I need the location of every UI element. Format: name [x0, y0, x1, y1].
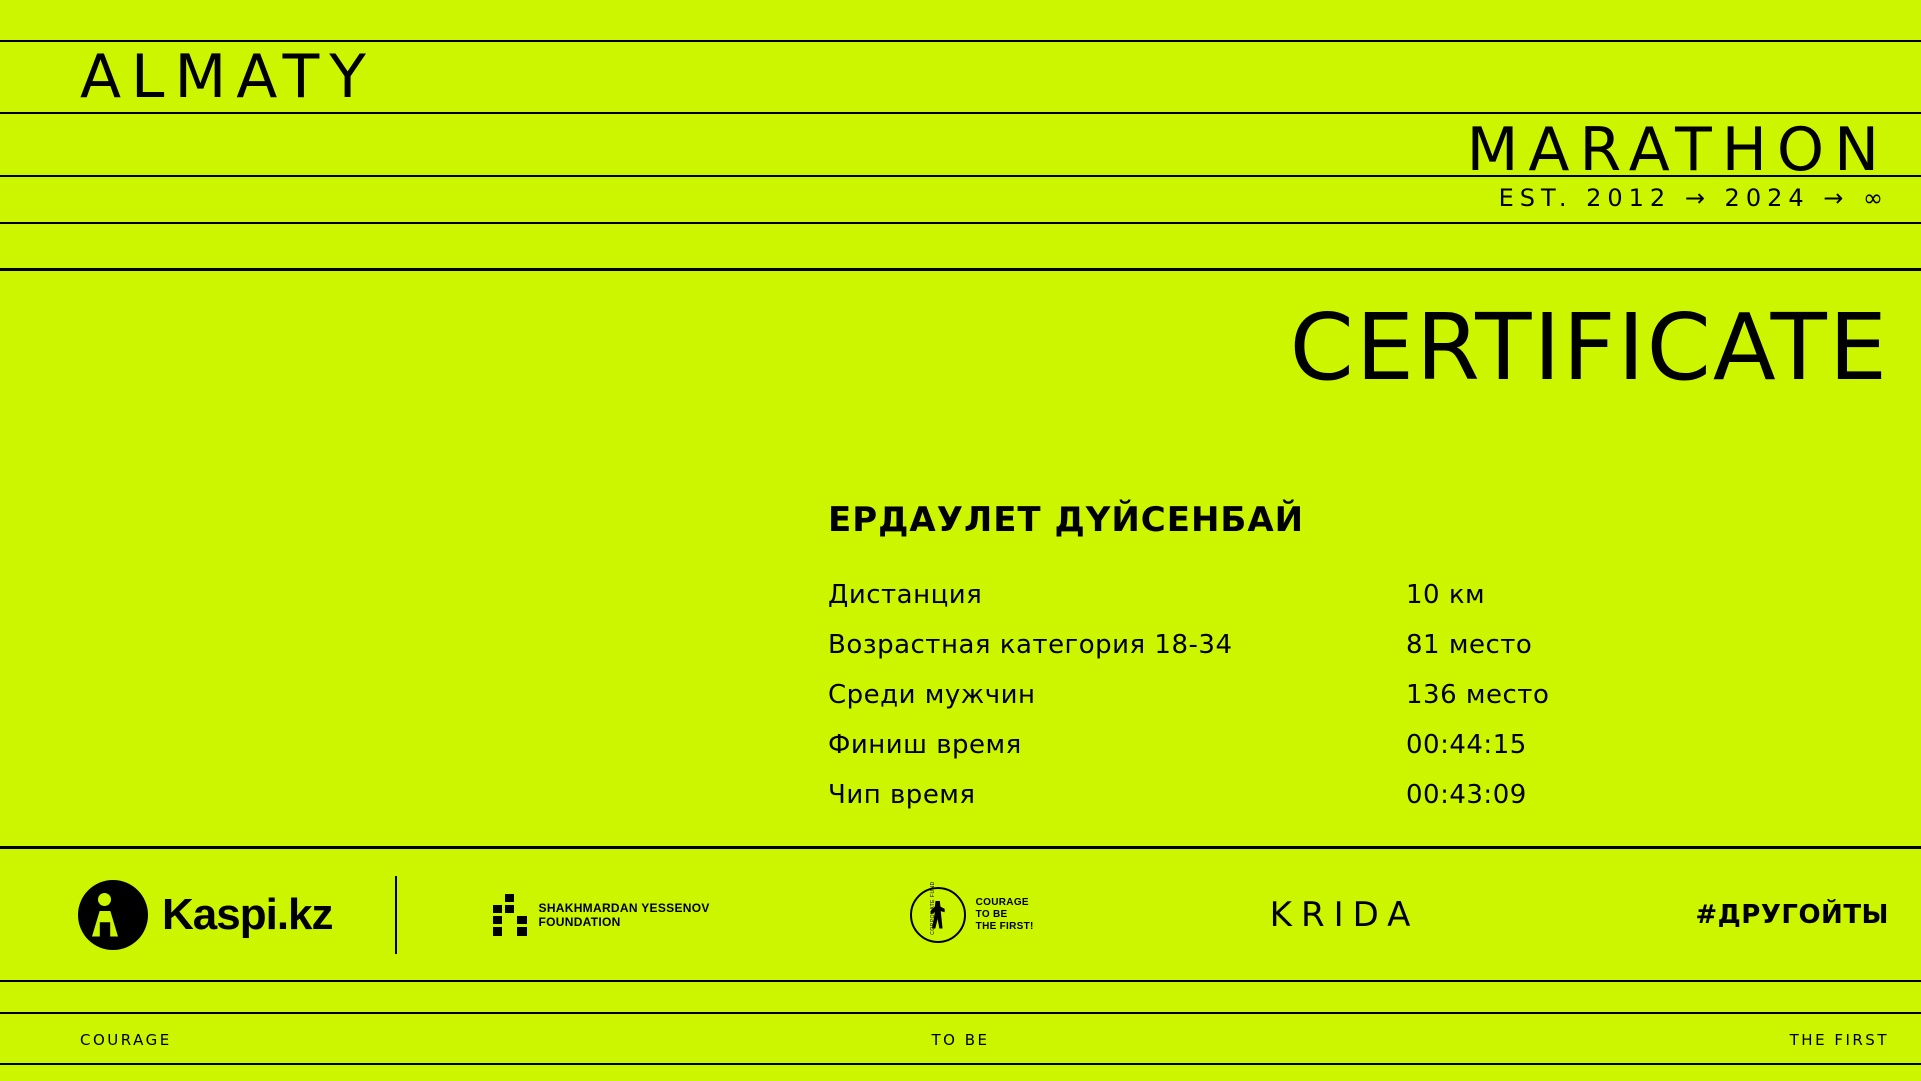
corporate-fund-line1: COURAGE [975, 896, 1029, 908]
table-row [828, 780, 1628, 830]
table-row [828, 580, 1628, 630]
result-label: Дистанция [828, 580, 983, 610]
divider-rule-4 [0, 222, 1921, 224]
kaspi-logo-icon [78, 880, 148, 950]
result-value: 10 км [1406, 580, 1486, 610]
footer-right: THE FIRST [1789, 1031, 1889, 1049]
corporate-fund-line2: TO BE [975, 908, 1008, 920]
result-value: 00:43:09 [1406, 780, 1527, 810]
page-title: CERTIFICATE [1289, 294, 1889, 401]
sponsor-yessenov [493, 894, 710, 936]
sponsor-divider [395, 876, 397, 954]
brand-marathon: MARATHON [1466, 115, 1889, 185]
divider-rule-2 [0, 112, 1921, 114]
yessenov-line1: SHAKHMARDAN YESSENOV [538, 900, 710, 915]
result-label: Финиш время [828, 730, 1022, 760]
result-value: 136 место [1406, 680, 1550, 710]
table-row [828, 630, 1628, 680]
table-row [828, 730, 1628, 780]
table-row [828, 680, 1628, 730]
brand-almaty: ALMATY [80, 42, 376, 112]
sponsor-strip [0, 849, 1921, 980]
athlete-name: ЕРДАУЛЕТ ДҮЙСЕНБАЙ [828, 500, 1305, 540]
courage-seal-icon [910, 880, 966, 943]
corporate-fund-ring-text: CORPORATE FUND [929, 880, 936, 935]
divider-rule-7 [0, 980, 1921, 982]
sponsor-corporate-fund [910, 880, 1034, 943]
divider-rule-9 [0, 1063, 1921, 1065]
sponsor-krida: KRIDA [1269, 894, 1420, 935]
sponsor-kaspi [78, 880, 333, 950]
result-label: Среди мужчин [828, 680, 1036, 710]
established-line: EST. 2012 → 2024 → ∞ [1498, 184, 1889, 212]
result-label: Чип время [828, 780, 976, 810]
divider-rule-5 [0, 268, 1921, 271]
result-label: Возрастная категория 18-34 [828, 630, 1233, 660]
yessenov-bars-icon [493, 894, 527, 936]
results-table [828, 580, 1628, 830]
kaspi-wordmark: Kaspi.kz [162, 889, 333, 939]
sponsor-drugoity: #ДРУГОЙТЫ [1695, 899, 1889, 930]
corporate-fund-wordmark [976, 897, 1034, 933]
footer-left: COURAGE [80, 1031, 172, 1049]
divider-rule-8 [0, 1012, 1921, 1014]
corporate-fund-line3: THE FIRST! [975, 920, 1034, 932]
yessenov-wordmark [539, 901, 710, 929]
result-value: 00:44:15 [1406, 730, 1527, 760]
yessenov-line2: FOUNDATION [538, 914, 621, 929]
footer-middle: TO BE [931, 1031, 990, 1049]
result-value: 81 место [1406, 630, 1533, 660]
footer-slogan [0, 1020, 1921, 1060]
